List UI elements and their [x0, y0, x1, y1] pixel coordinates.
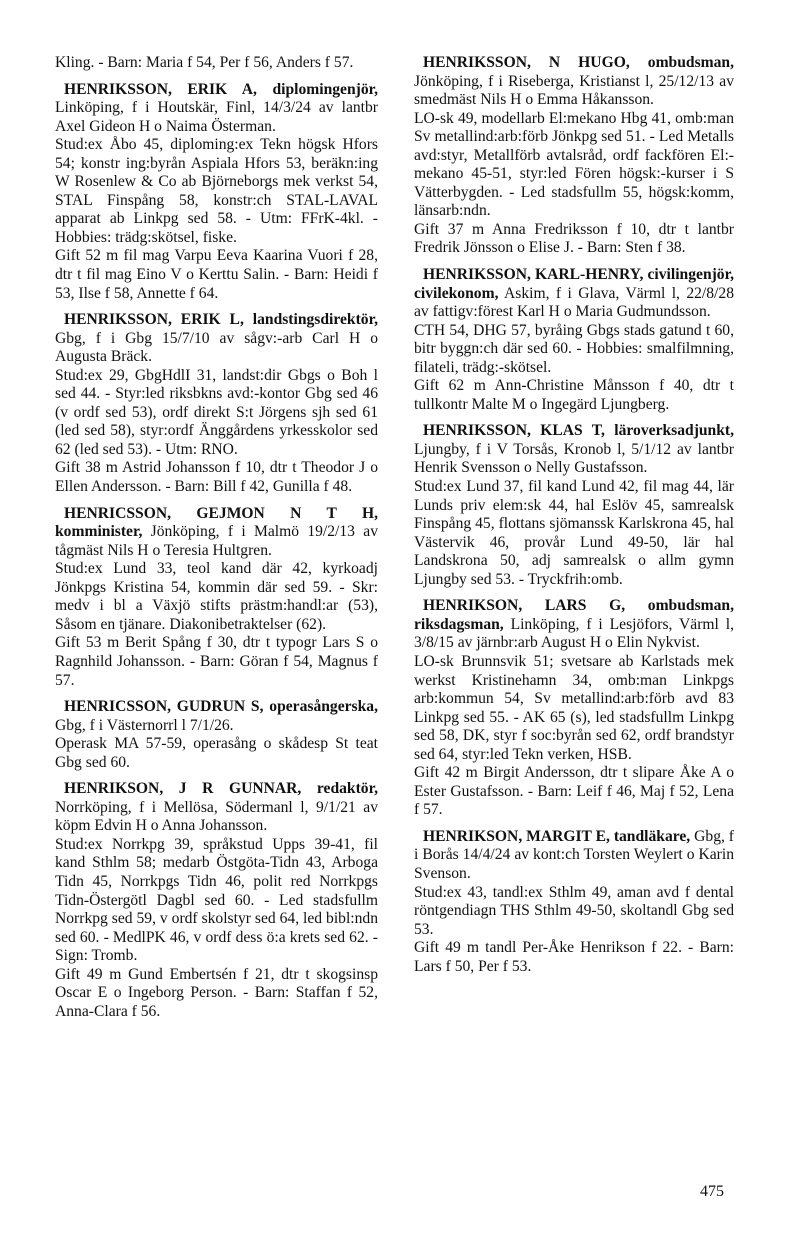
page-number: 475: [700, 1183, 724, 1200]
entry-name: HENRIKSON, J R GUNNAR,: [64, 780, 302, 798]
entry-name: HENRIKSSON, KARL-HENRY,: [423, 266, 644, 284]
entry-henrikson-lars: [414, 597, 734, 820]
entry-family: Gift 62 m Ann-Christine Månsson f 40, dtr t tullkontr Malte M o Ingegärd Ljungberg.: [414, 377, 734, 413]
entry-head-rest: Gbg, f i Borås 14/4/24 av kont:ch Torsten Weylert o Karin Svenson.: [414, 827, 734, 882]
entry-henricsson-gejmon: [55, 505, 378, 690]
entry-title: ombudsman,: [647, 54, 734, 71]
entry-henricsson-gudrun: [55, 698, 378, 772]
entry-head-rest: Norrköping, f i Mellösa, Södermanl l, 9/1/21 av köpm Edvin H o Anna Johansson.: [55, 798, 378, 835]
entry-head-rest: Ljungby, f i V Torsås, Kronob l, 5/1/12 av lantbr Henrik Svensson o Nelly Gustafsson.: [414, 440, 734, 477]
entry-body: LO-sk 49, modellarb El:mekano Hbg 41, omb:man Sv metallind:arb:förb Jönkpg sed 51. - Led Metalls avd:styr, Metallförb avtalsråd, ordf fackfören El:-mekano 45-51, styr:led Fören högsk:-kurser i S Vätterbygden. - Led stadsfullm 55, högsk:komm, länsarb:ndn.: [414, 109, 734, 220]
entry-family: Gift 38 m Astrid Johansson f 10, dtr t Theodor J o Ellen Andersson. - Barn: Bill f 42, Gunilla f 48.: [55, 459, 378, 496]
entry-family: Gift 53 m Berit Spång f 30, dtr t typogr Lars S o Ragnhild Johansson. - Barn: Göran f 54, Magnus f 57.: [55, 634, 378, 689]
entry-head-rest: Jönköping, f i Malmö 19/2/13 av tågmäst Nils H o Teresia Hultgren.: [55, 523, 378, 559]
entry-body: Stud:ex 29, GbgHdlI 31, landst:dir Gbgs o Boh l sed 44. - Styr:led riksbkns avd:-kontor Gbg sed 46 (v ordf sed 53), ordf direkt S:t Jörgens sjh sed 61 (led sed 58), styr:ordf Änggårdens yrkesskolor sed 62 (led sed 53). - Utm: RNO.: [55, 366, 378, 458]
entry-title: tandläkare,: [613, 827, 691, 845]
entry-name: HENRIKSSON, ERIK A,: [64, 80, 257, 98]
entry-name: HENRIKSSON, N HUGO,: [423, 54, 630, 71]
entry-title: civilingenjör, civilekonom,: [414, 266, 734, 302]
right-column: [414, 54, 734, 976]
entry-name: HENRICSSON, GUDRUN S,: [64, 698, 264, 716]
entry-family: Gift 49 m tandl Per-Åke Henrikson f 22. - Barn: Lars f 50, Per f 53.: [414, 939, 734, 975]
entry-body: Stud:ex Norrkpg 39, språkstud Upps 39-41, fil kand Sthlm 58; medarb Östgöta-Tidn 43, Arboga Tidn 45, Norrkpgs Tidn 46, polit red Norrkpgs Tidn-Östergötl Dagbl sed 60. - Led stadsfullm Norrkpg sed 59, v ordf skolstyr sed 64, led bibl:ndn sed 60. - MedlPK 46, v ordf dess ö:a krets sed 62. - Sign: Tromb.: [55, 835, 378, 965]
entry-title: läroverksadjunkt,: [614, 422, 734, 440]
entry-name: HENRIKSSON, ERIK L,: [64, 311, 244, 329]
entry-body: CTH 54, DHG 57, byråing Gbgs stads gatund t 60, bitr byggn:ch där sed 60. - Hobbies: smalfilmning, filateli, trädg:-skötsel.: [414, 321, 734, 376]
entry-body: Stud:ex Lund 33, teol kand där 42, kyrkoadj Jönkpgs Kristina 54, kommin där sed 59. - Skr: medv i bl a Växjö stifts prästm:handl:ar (53), Såsom en tjänare. Diakonibetraktelser (62).: [55, 560, 378, 633]
entry-body: Stud:ex 43, tandl:ex Sthlm 49, aman avd f dental röntgendiagn THS Sthlm 49-50, skoltandl Gbg sed 53.: [414, 883, 734, 938]
entry-henriksson-erik-l: [55, 311, 378, 496]
entry-name: HENRIKSSON, KLAS T,: [423, 422, 605, 440]
entry-head-rest: Gbg, f i Gbg 15/7/10 av sågv:-arb Carl H o Augusta Bräck.: [55, 329, 378, 366]
entry-body: LO-sk Brunnsvik 51; svetsare ab Karlstads mek werkst Kristinehamn 34, omb:man Linkpgs arb:kommun 54, Sv metallind:arb:förb avd 83 Linkpg sed 55. - AK 65 (s), led stadsfullm Linkpg sed 58, DK, styr f soc:byrån sed 62, ordf brandstyr sed 64, styr:led Tekn verken, HSB.: [414, 652, 734, 763]
entry-title: komminister,: [55, 523, 143, 541]
entry-family: Gift 49 m Gund Embertsén f 21, dtr t skogsinsp Oscar E o Ingeborg Person. - Barn: Staffan f 52, Anna-Clara f 56.: [55, 965, 378, 1020]
entry-title: operasångerska,: [269, 698, 378, 716]
entry-henriksson-karl-henry: [414, 266, 734, 414]
entry-head-rest: Linköping, f i Lesjöfors, Värml l, 3/8/15 av järnbr:arb August H o Elin Nykvist.: [414, 615, 734, 652]
left-column: [55, 54, 378, 1021]
entry-henrikson-margit: [414, 828, 734, 976]
entry-title: ombudsman, riksdagsman,: [414, 597, 734, 633]
entry-name: HENRIKSON, LARS G,: [423, 597, 626, 615]
entry-title: diplomingenjör,: [272, 80, 379, 98]
entry-henrikson-gunnar: [55, 780, 378, 1021]
continuation-text: Kling. - Barn: Maria f 54, Per f 56, Anders f 57.: [55, 54, 354, 71]
entry-henriksson-klas: [414, 422, 734, 589]
entry-body: Stud:ex Åbo 45, diploming:ex Tekn högsk Hfors 54; konstr ing:byrån Aspiala Hfors 53, beräkn:ing W Rosenlew & Co ab Björneborgs mek verkst 54, STAL Finspång 58, konstr:ch STAL-LAVAL apparat ab Linkpg sed 58. - Utm: FFrK-4kl. - Hobbies: trädg:skötsel, fiske.: [55, 136, 378, 246]
entry-henriksson-erik-a: [55, 81, 378, 304]
entry-name: HENRIKSON, MARGIT E,: [423, 827, 610, 845]
entry-title: landstingsdirektör,: [252, 311, 378, 329]
entry-head-rest: Gbg, f i Västernorrl l 7/1/26.: [55, 716, 234, 734]
entry-name: HENRICSSON, GEJMON N T H,: [64, 504, 378, 522]
entry-family: Gift 42 m Birgit Andersson, dtr t slipare Åke A o Ester Gustafsson. - Barn: Leif f 46, Maj f 52, Lena f 57.: [414, 764, 734, 819]
entry-body: Stud:ex Lund 37, fil kand Lund 42, fil mag 44, lär Lunds priv elem:sk 44, hal Eslöv 45, samrealsk Finspång 45, flottans sjömanssk Karlskrona 45, hal Västervik 46, provår Lund 49-50, lär hal Landskrona 50, adj samrealsk o allm gymn Ljungby sed 53. - Tryckfrih:omb.: [414, 478, 734, 588]
entry-henriksson-hugo: [414, 54, 734, 258]
entry-family: Gift 37 m Anna Fredriksson f 10, dtr t lantbr Fredrik Jönsson o Elise J. - Barn: Sten f 38.: [414, 220, 734, 257]
entry-body: Operask MA 57-59, operasång o skådesp St teat Gbg sed 60.: [55, 735, 378, 771]
entry-head-rest: Askim, f i Glava, Värml l, 22/8/28 av fattigv:förest Karl H o Maria Gudmundsson.: [414, 284, 734, 321]
entry-family: Gift 52 m fil mag Varpu Eeva Kaarina Vuori f 28, dtr t fil mag Eino V o Kerttu Salin. - Barn: Heidi f 53, Ilse f 58, Annette f 64.: [55, 247, 378, 302]
entry-head-rest: Jönköping, f i Riseberga, Kristianst l, 25/12/13 av smedmäst Nils H o Emma Håkansson.: [414, 72, 734, 109]
entry-title: redaktör,: [316, 780, 378, 798]
entry-head-rest: Linköping, f i Houtskär, Finl, 14/3/24 av lantbr Axel Gideon H o Naima Österman.: [55, 99, 378, 135]
